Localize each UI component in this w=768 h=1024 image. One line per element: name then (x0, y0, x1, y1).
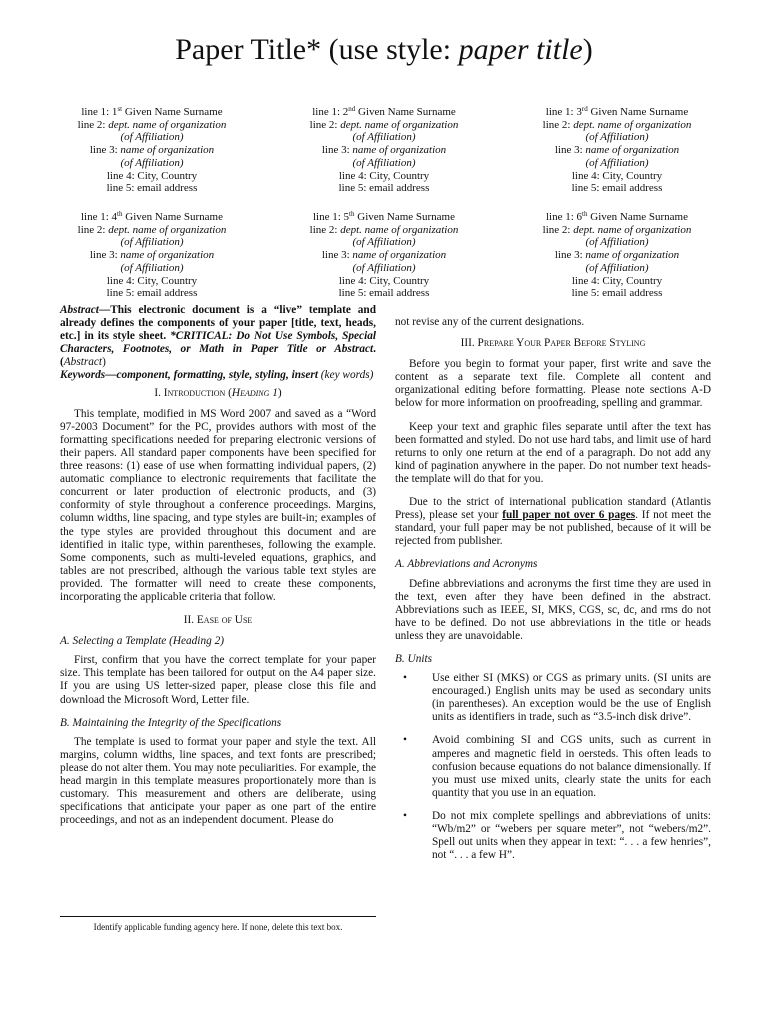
author-line-3b: (of Affiliation) (120, 156, 184, 169)
subheading-abbreviations: A. Abbreviations and Acronyms (395, 558, 538, 571)
author-line-3b: (of Affiliation) (585, 261, 649, 274)
paragraph-selecting-template: First, confirm that you have the correct template for your paper size. This template has been tailored for output on the A4 paper size. If you are using US letter-sized paper, please close this file and download the Microsoft Word, Letter file. (60, 654, 376, 706)
subheading-integrity: B. Maintaining the Integrity of the Specifications (60, 716, 282, 729)
paragraph-page-limit: Due to the strict of international publication standard (Atlantis Press), please set your full paper not over 6 pages. If not meet the standard, your full paper may be not published, because of it will be rejected from publisher. (395, 496, 711, 548)
author-line-2b: (of Affiliation) (352, 131, 416, 144)
author-line-2: line 2: dept. name of organization (77, 223, 227, 236)
author-line-5: line 5: email address (338, 182, 430, 195)
keywords: Keywords—component, formatting, style, styling, insert (key words) (60, 369, 374, 382)
author-line-3: line 3: name of organization (321, 144, 447, 157)
bullet-icon: • (403, 672, 407, 685)
author-line-3: line 3: name of organization (89, 249, 215, 262)
author-line-2: line 2: dept. name of organization (542, 223, 692, 236)
author-line-1: line 1: 5th Given Name Surname (312, 210, 455, 223)
paper-title (0, 30, 768, 70)
section-heading-prepare-paper: III. Prepare Your Paper Before Styling (460, 337, 646, 350)
author-line-4: line 4: City, Country (338, 169, 430, 182)
page-limit-emphasis: full paper not over 6 pages (502, 509, 636, 522)
author-line-3b: (of Affiliation) (120, 261, 184, 274)
author-line-4: line 4: City, Country (106, 169, 198, 182)
author-line-5: line 5: email address (571, 182, 663, 195)
bullet-icon: • (403, 734, 407, 747)
author-line-2: line 2: dept. name of organization (542, 118, 692, 131)
continued-text: not revise any of the current designations. (395, 316, 585, 328)
paragraph-integrity: The template is used to format your paper and style the text. All margins, column widths, line spaces, and text fonts are prescribed; please do not alter them. You may note peculiarities. For example, the head margin in this template measures proportionately more than is customary. This measurement and others are deliberate, using specifications that anticipate your paper as one part of the entire proceedings, and not as an independent document. Please do (60, 735, 376, 827)
author-line-3b: (of Affiliation) (352, 261, 416, 274)
author-line-2b: (of Affiliation) (120, 236, 184, 249)
author-line-5: line 5: email address (106, 182, 198, 195)
author-line-5: line 5: email address (106, 287, 198, 300)
author-line-4: line 4: City, Country (106, 274, 198, 287)
author-line-2: line 2: dept. name of organization (309, 118, 459, 131)
section-heading-introduction: I. Introduction (Heading 1) (154, 386, 282, 399)
author-line-4: line 4: City, Country (571, 169, 663, 182)
list-item: • Do not mix complete spellings and abbreviations of units: “Wb/m2” or “webers per square meter”, not “webers/m2”. Spell out units when they appear in text: “. . . a few henries”, not “. . . a few H”. (403, 809, 711, 862)
author-block-5 (264, 211, 504, 300)
author-block-3 (497, 106, 737, 195)
intro-paragraph: This template, modified in MS Word 2007 and saved as a “Word 97-2003 Document” for the PC, provides authors with most of the formatting specifications needed for preparing electronic versions of their papers. All standard paper components have been specified for three reasons: (1) ease of use when formatting individual papers, (2) automatic compliance to electronic requirements that facilitate the concurrent or later production of electronic products, and (3) conformity of style throughout a conference proceedings. Margins, column widths, line spacing, and type styles are built-in; examples of the type styles are provided throughout this document and are identified in italic type, within parentheses, following the example. Some components, such as multi-leveled equations, graphics, and tables are not prescribed, although the various table text styles are provided. The formatter will need to create these components, incorporating the applicable criteria that follow. (60, 407, 376, 603)
right-column (395, 316, 711, 872)
author-line-2: line 2: dept. name of organization (309, 223, 459, 236)
author-block-1 (32, 106, 272, 195)
author-block-2 (264, 106, 504, 195)
author-line-4: line 4: City, Country (571, 274, 663, 287)
author-line-5: line 5: email address (571, 287, 663, 300)
author-line-2b: (of Affiliation) (352, 236, 416, 249)
paragraph-keep-files: Keep your text and graphic files separate until after the text has been formatted and styled. Do not use hard tabs, and limit use of hard returns to only one return at the end of a paragraph. Do not add any kind of pagination anywhere in the paper. Do not number text heads-the template will do that for you. (395, 420, 711, 485)
footnote-rule (60, 916, 376, 917)
subheading-units: B. Units (395, 652, 433, 665)
list-item: • Use either SI (MKS) or CGS as primary units. (SI units are encouraged.) English units may be used as secondary units (in parentheses). An exception would be the use of English units as identifiers in trade, such as “3.5-inch disk drive”. (403, 672, 711, 724)
author-line-3: line 3: name of organization (554, 144, 680, 157)
author-line-3: line 3: name of organization (554, 249, 680, 262)
list-item: • Avoid combining SI and CGS units, such as current in amperes and magnetic field in oersteds. This often leads to confusion because equations do not balance dimensionally. If you must use mixed units, clearly state the units for each quantity that you use in an equation. (403, 734, 711, 799)
paragraph-before-format: Before you begin to format your paper, first write and save the content as a separate text file. Complete all content and organizational editing before formatting. Please note sections A-D below for more information on proofreading, spelling and grammar. (395, 358, 711, 410)
author-line-1: line 1: 1st Given Name Surname (81, 105, 223, 118)
title-italic: paper title (458, 33, 583, 66)
author-line-3: line 3: name of organization (321, 249, 447, 262)
author-line-3: line 3: name of organization (89, 144, 215, 157)
section-heading-ease-of-use: II. Ease of Use (183, 614, 253, 627)
subheading-selecting-template: A. Selecting a Template (Heading 2) (60, 635, 224, 648)
title-close: ) (582, 33, 593, 66)
title-text: Paper Title* (use style: (175, 33, 459, 66)
author-line-1: line 1: 6th Given Name Surname (545, 210, 688, 223)
author-line-3b: (of Affiliation) (585, 156, 649, 169)
author-line-5: line 5: email address (338, 287, 430, 300)
author-line-4: line 4: City, Country (338, 274, 430, 287)
abstract: Abstract—This electronic document is a “live” template and already defines the components of your paper [title, text, heads, etc.] in its style sheet. *CRITICAL: Do Not Use Symbols, Special Characters, Footnotes, or Math in Paper Title or Abstract. (Abstract) (60, 304, 376, 369)
units-list (395, 672, 711, 862)
author-line-2: line 2: dept. name of organization (77, 118, 227, 131)
bullet-icon: • (403, 809, 407, 822)
author-line-2b: (of Affiliation) (585, 131, 649, 144)
author-line-2b: (of Affiliation) (585, 236, 649, 249)
funding-footnote: Identify applicable funding agency here. If none, delete this text box. (93, 922, 343, 932)
paragraph-abbreviations: Define abbreviations and acronyms the first time they are used in the text, even after they have been defined in the abstract. Abbreviations such as IEEE, SI, MKS, CGS, sc, dc, and rms do not have to be defined. Do not use abbreviations in the title or heads unless they are unavoidable. (395, 577, 711, 642)
author-line-1: line 1: 3rd Given Name Surname (545, 105, 689, 118)
author-line-1: line 1: 2nd Given Name Surname (312, 105, 456, 118)
author-block-6 (497, 211, 737, 300)
author-block-4 (32, 211, 272, 300)
left-column (60, 304, 376, 837)
author-line-2b: (of Affiliation) (120, 131, 184, 144)
author-line-1: line 1: 4th Given Name Surname (80, 210, 223, 223)
author-line-3b: (of Affiliation) (352, 156, 416, 169)
